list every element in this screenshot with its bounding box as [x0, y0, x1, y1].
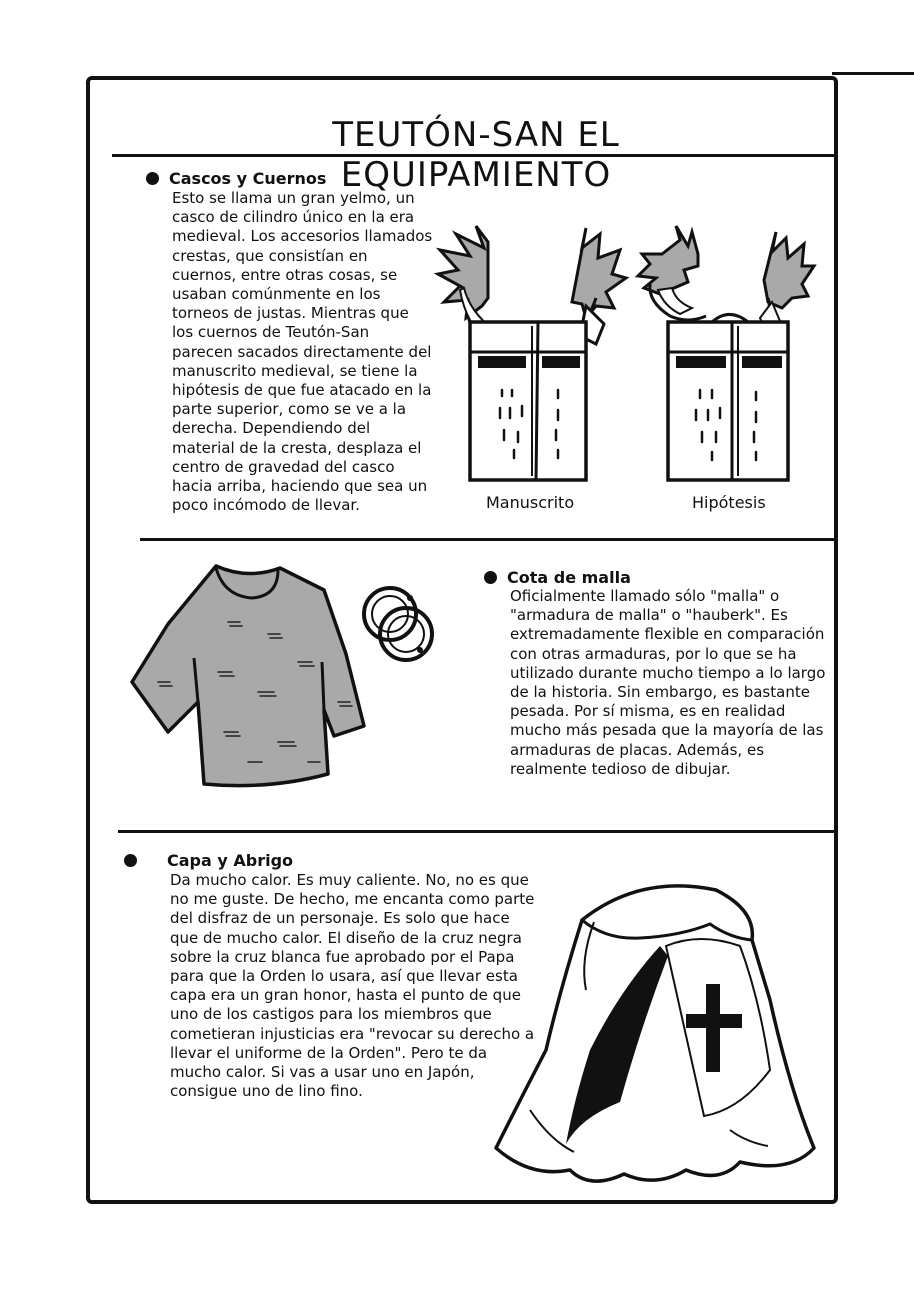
section-helmets-heading	[146, 169, 326, 188]
section-helmets-title: Cascos y Cuernos	[169, 169, 327, 188]
helmet-hypothesis-icon	[636, 226, 814, 488]
section-divider-1	[140, 538, 838, 541]
title-divider	[112, 154, 838, 157]
chainmail-shirt-icon	[128, 562, 368, 792]
section-cloak-title: Capa y Abrigo	[167, 851, 294, 870]
bullet-icon	[124, 854, 137, 867]
helmet-manuscript-icon	[436, 226, 626, 488]
section-chainmail-title: Cota de malla	[507, 568, 631, 587]
section-chainmail-heading	[484, 568, 631, 587]
cloak-cross-icon	[490, 880, 820, 1192]
caption-hypothesis: Hipótesis	[692, 493, 766, 512]
page-title: TEUTÓN-SAN EL EQUIPAMIENTO	[332, 114, 620, 195]
section-helmets-text: Esto se llama un gran yelmo, un casco de cilindro único en la era medieval. Los accesorios llamados crestas, que consistían en cuernos, entre otras cosas, se usaban comúnmente en los torneos de justas. Mientras que los cuernos de Teutón-San parecen sacados directamente del manuscrito medieval, se tiene la hipótesis de que fue atacado en la parte superior, como se ve a la derecha. Dependiendo del material de la cresta, desplaza el centro de gravedad del casco hacia arriba, haciendo que sea un poco incómodo de llevar.	[172, 189, 433, 515]
bullet-icon	[146, 172, 159, 185]
section-cloak-text: Da mucho calor. Es muy caliente. No, no es que no me guste. De hecho, me encanta como parte del disfraz de un personaje. Es solo que hace que de mucho calor. El diseño de la cruz negra sobre la cruz blanca fue aprobado por el Papa para que la Orden lo usara, así que llevar esta capa era un gran honor, hasta el punto de que uno de los castigos para los miembros que cometieran injusticias era "revocar su derecho a llevar el uniforme de la Orden". Pero te da mucho calor. Si vas a usar uno en Japón, consigue uno de lino fino.	[170, 871, 535, 1101]
mail-rings-icon	[360, 584, 436, 664]
section-chainmail-text: Oficialmente llamado sólo "malla" o "armadura de malla" o "hauberk". Es extremadamente flexible en comparación con otras armaduras, por lo que se ha utilizado durante mucho tiempo a lo largo de la historia. Sin embargo, es bastante pesada. Por sí misma, es en realidad mucho más pesada que la mayoría de las armaduras de placas. Además, es realmente tedioso de dibujar.	[510, 587, 826, 778]
section-cloak-heading	[124, 851, 293, 870]
bullet-icon	[484, 571, 497, 584]
caption-manuscript: Manuscrito	[486, 493, 575, 512]
section-divider-2	[118, 830, 838, 833]
frame-edge	[832, 72, 914, 81]
